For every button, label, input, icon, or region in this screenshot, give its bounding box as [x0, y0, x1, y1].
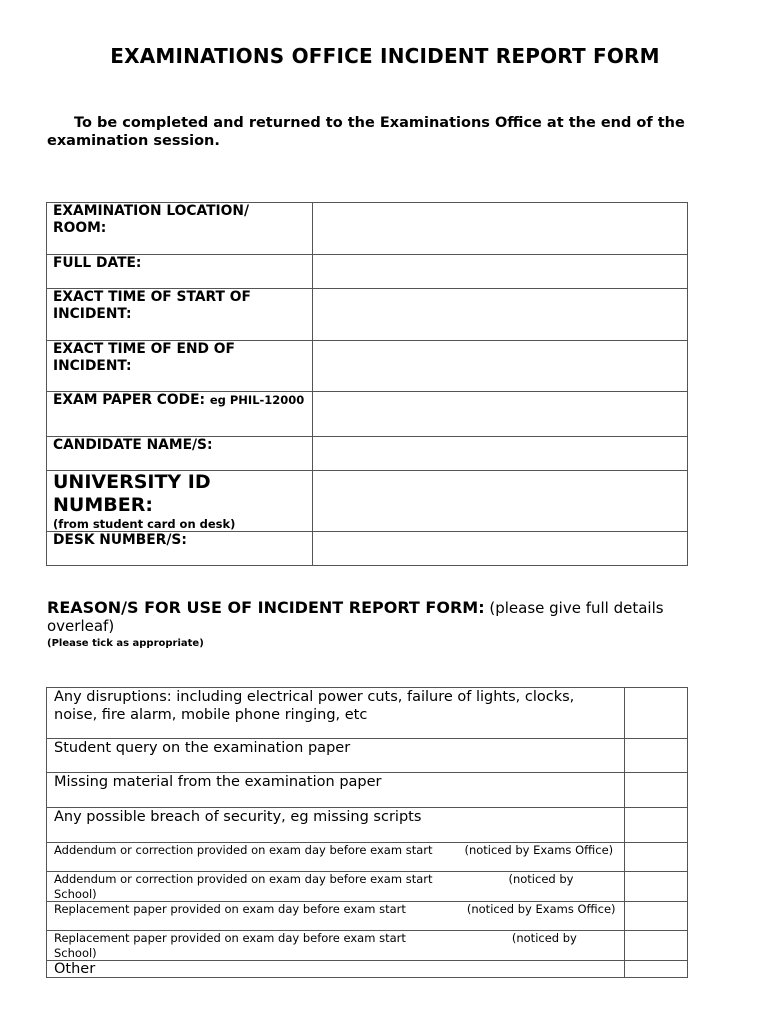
reasons-heading-text: REASON/S FOR USE OF INCIDENT REPORT FORM:: [47, 598, 485, 617]
location-field[interactable]: [312, 203, 687, 255]
start-time-label-text: EXACT TIME OF START OF INCIDENT:: [53, 289, 251, 322]
reason-replacement-school-text: Replacement paper provided on exam day before exam start: [54, 931, 406, 945]
reason-student-query: Student query on the examination paper: [47, 739, 625, 773]
reason-replacement-school-who: (noticed by School): [54, 931, 577, 960]
candidate-label-text: CANDIDATE NAME/S:: [53, 437, 213, 453]
form-title: EXAMINATIONS OFFICE INCIDENT REPORT FORM: [110, 44, 660, 68]
date-label: [47, 255, 313, 289]
reason-replacement-school: [47, 931, 625, 961]
tick-box-other[interactable]: [624, 961, 687, 978]
reason-replacement-exams-office-text: Replacement paper provided on exam day before exam start: [54, 902, 406, 916]
desk-label: [47, 532, 313, 566]
tick-box-missing-material[interactable]: [624, 773, 687, 808]
paper-code-label: [47, 392, 313, 437]
start-time-field[interactable]: [312, 289, 687, 341]
paper-code-field[interactable]: [312, 392, 687, 437]
reason-replacement-exams-office-who: (noticed by Exams Office): [466, 902, 616, 916]
tick-note: (Please tick as appropriate): [47, 638, 204, 649]
reason-addendum-school-who: (noticed by School): [54, 872, 574, 901]
reasons-heading: [47, 599, 727, 650]
end-time-label: [47, 341, 313, 392]
date-label-text: FULL DATE:: [53, 255, 142, 271]
reason-addendum-exams-office-text: Addendum or correction provided on exam day before exam start: [54, 843, 433, 857]
reason-missing-material: Missing material from the examination paper: [47, 773, 625, 808]
reasons-table: [46, 687, 688, 978]
reason-addendum-school-text: Addendum or correction provided on exam day before exam start: [54, 872, 433, 886]
tick-box-addendum-exams-office[interactable]: [624, 843, 687, 872]
paper-code-example: eg PHIL-12000: [209, 393, 305, 407]
university-id-field[interactable]: [312, 471, 687, 532]
tick-box-replacement-school[interactable]: [624, 931, 687, 961]
end-time-label-text: EXACT TIME OF END OF INCIDENT:: [53, 341, 235, 374]
reason-replacement-exams-office: [47, 902, 625, 931]
incident-details-table: [46, 202, 688, 566]
tick-box-replacement-exams-office[interactable]: [624, 902, 687, 931]
reason-disruptions: Any disruptions: including electrical power cuts, failure of lights, clocks, noise, fire alarm, mobile phone ringing, etc: [47, 688, 625, 739]
university-id-label: [47, 471, 313, 532]
reason-addendum-exams-office-who: (noticed by Exams Office): [464, 843, 614, 857]
reasons-heading-note: (please give full details overleaf): [47, 599, 664, 635]
tick-box-addendum-school[interactable]: [624, 872, 687, 902]
tick-box-student-query[interactable]: [624, 739, 687, 773]
location-label-text: EXAMINATION LOCATION/ ROOM:: [53, 203, 249, 236]
desk-field[interactable]: [312, 532, 687, 566]
desk-label-text: DESK NUMBER/S:: [53, 532, 187, 548]
tick-box-security-breach[interactable]: [624, 808, 687, 843]
reason-other: Other: [47, 961, 625, 978]
tick-box-disruptions[interactable]: [624, 688, 687, 739]
university-id-note: (from student card on desk): [53, 517, 236, 531]
date-field[interactable]: [312, 255, 687, 289]
university-id-label-text: UNIVERSITY ID NUMBER:: [53, 471, 211, 516]
candidate-field[interactable]: [312, 437, 687, 471]
reason-addendum-school: [47, 872, 625, 902]
start-time-label: [47, 289, 313, 341]
paper-code-label-text: EXAM PAPER CODE:: [53, 392, 206, 408]
intro-text: To be completed and returned to the Examinations Office at the end of the examination session.: [47, 115, 685, 149]
candidate-label: [47, 437, 313, 471]
end-time-field[interactable]: [312, 341, 687, 392]
reason-addendum-exams-office: [47, 843, 625, 872]
location-label: [47, 203, 313, 255]
reason-security-breach: Any possible breach of security, eg missing scripts: [47, 808, 625, 843]
